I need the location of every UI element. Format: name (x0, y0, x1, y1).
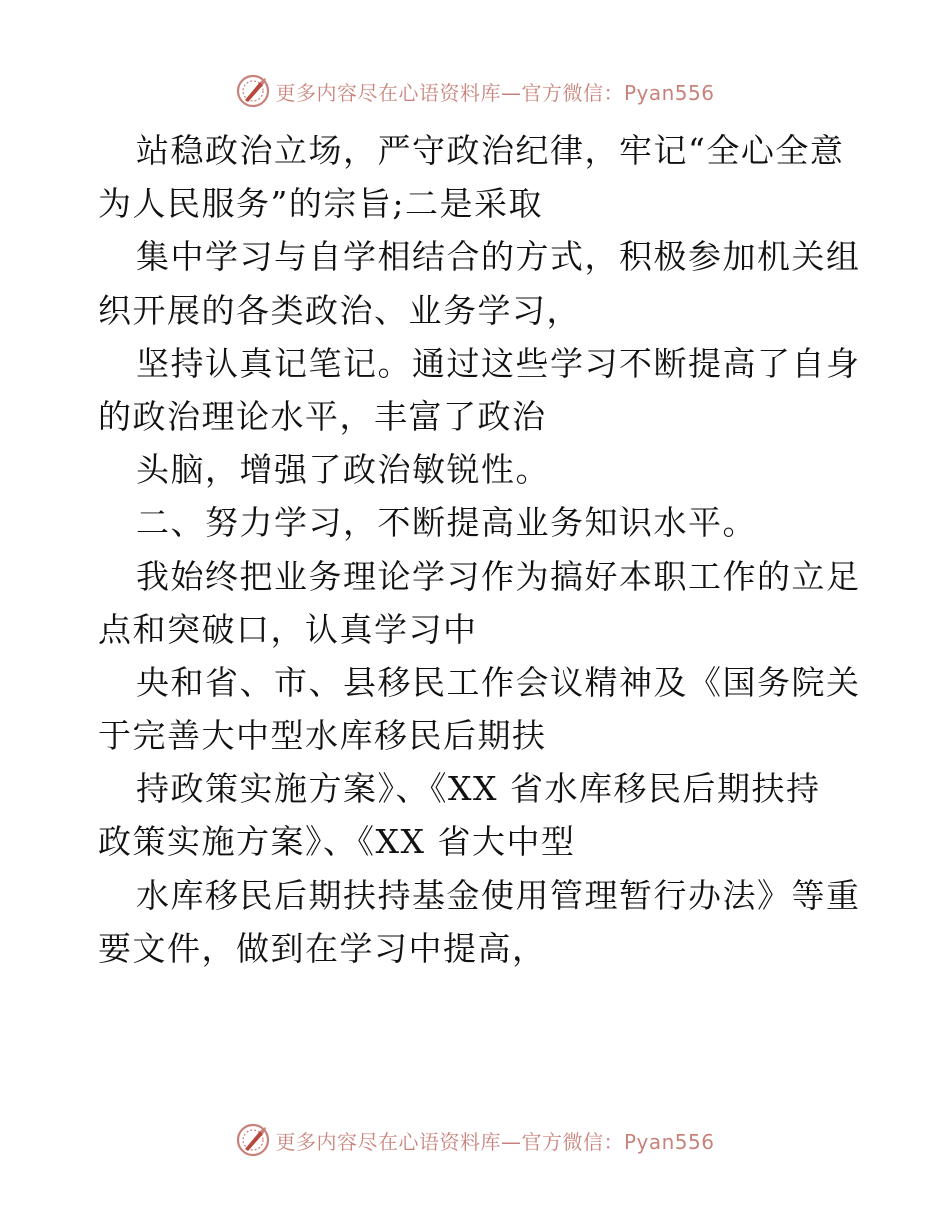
paragraph-line: 站稳政治立场，严守政治纪律，牢记“全心全意 (136, 131, 845, 170)
paragraph-line: 要文件，做到在学习中提高， (98, 928, 547, 968)
paragraph-line: 点和突破口，认真学习中 (98, 609, 478, 649)
watermark-text: 更多内容尽在心语资料库—官方微信：Pyan556 (275, 80, 715, 105)
footer-watermark (0, 1120, 950, 1160)
paragraph-line: 我始终把业务理论学习作为搞好本职工作的立足 (136, 556, 861, 596)
watermark-text: 更多内容尽在心语资料库—官方微信：Pyan556 (275, 1129, 715, 1154)
paragraph-line: 的政治理论水平，丰富了政治 (98, 396, 547, 436)
paragraph-line: 央和省、市、县移民工作会议精神及《国务院关 (136, 662, 861, 702)
quill-seal-icon (235, 73, 271, 109)
paragraph-line: 集中学习与自学相结合的方式，积极参加机关组 (136, 237, 861, 277)
quill-seal-icon (235, 1122, 271, 1158)
paragraph-line: 政策实施方案》、《XX 省大中型 (98, 822, 576, 862)
paragraph-line: 织开展的各类政治、业务学习， (98, 290, 581, 330)
paragraph-line: 为人民服务”的宗旨;二是采取 (98, 184, 543, 224)
paragraph-line: 于完善大中型水库移民后期扶 (98, 716, 547, 756)
paragraph-line: 持政策实施方案》、《XX 省水库移民后期扶持 (136, 769, 821, 809)
paragraph-line: 水库移民后期扶持基金使用管理暂行办法》等重 (136, 875, 861, 915)
paragraph-line: 坚持认真记笔记。通过这些学习不断提高了自身 (136, 343, 861, 383)
paragraph-line: 头脑，增强了政治敏锐性。 (136, 450, 550, 490)
section-heading: 二、努力学习，不断提高业务知识水平。 (136, 503, 757, 543)
document-body (98, 124, 861, 975)
header-watermark (0, 71, 950, 111)
